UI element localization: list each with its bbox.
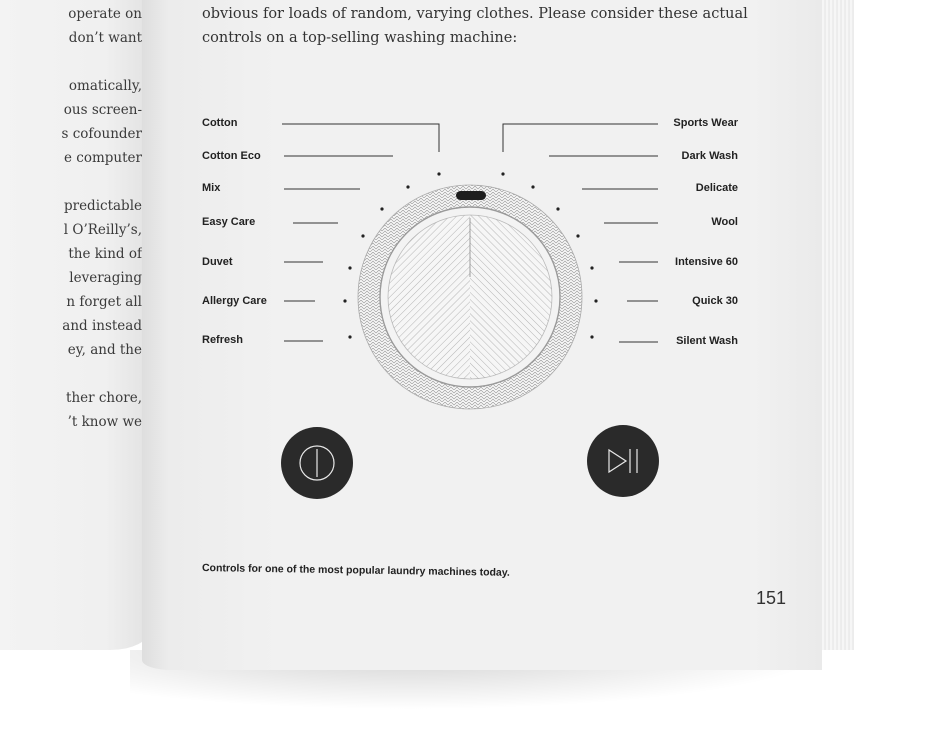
page-edges: [818, 0, 854, 650]
page-number: 151: [756, 588, 787, 608]
left-text-line: predictable: [63, 198, 142, 214]
figure-caption: Controls for one of the most popular laundry machines today.: [201, 562, 510, 579]
left-text-line: and instead: [62, 318, 142, 334]
program-label-refresh: Refresh: [202, 334, 243, 346]
left-text-line: l O’Reilly’s,: [63, 222, 142, 238]
left-text-line: leveraging: [69, 270, 142, 286]
left-page: [0, 0, 150, 650]
left-text-line: don’t want: [68, 30, 142, 46]
program-label-cotton-eco: Cotton Eco: [202, 150, 261, 162]
left-text-line: n forget all: [66, 294, 142, 310]
program-label-allergy-care: Allergy Care: [202, 295, 267, 307]
program-label-sports-wear: Sports Wear: [673, 117, 738, 129]
left-text-line: ous screen-: [63, 102, 142, 118]
left-text-line: ey, and the: [67, 342, 142, 358]
program-label-dark-wash: Dark Wash: [681, 150, 738, 162]
left-text-line: e computer: [64, 150, 142, 166]
program-label-easy-care: Easy Care: [202, 216, 256, 228]
program-label-silent-wash: Silent Wash: [676, 335, 738, 347]
program-label-delicate: Delicate: [695, 182, 738, 194]
program-label-duvet: Duvet: [202, 256, 233, 268]
dial-indicator: [456, 191, 486, 200]
start-pause-button[interactable]: [587, 425, 659, 497]
program-label-quick-30: Quick 30: [692, 295, 738, 307]
left-text-line: operate on: [68, 6, 142, 22]
program-label-mix: Mix: [202, 182, 221, 194]
left-text-line: ther chore,: [66, 390, 142, 406]
body-text-line: controls on a top-selling washing machine:: [202, 30, 518, 46]
program-label-intensive-60: Intensive 60: [675, 256, 738, 268]
program-label-cotton: Cotton: [202, 117, 238, 129]
left-text-line: s cofounder: [61, 126, 142, 142]
power-icon: [281, 427, 353, 499]
right-page: [142, 0, 822, 670]
body-text-line: obvious for loads of random, varying clothes. Please consider these actual: [202, 6, 748, 22]
play-pause-icon: [587, 425, 659, 497]
left-text-line: the kind of: [68, 246, 142, 262]
left-text-line: omatically,: [68, 78, 142, 94]
power-button[interactable]: [281, 427, 353, 499]
program-label-wool: Wool: [711, 216, 738, 228]
program-dial-knob[interactable]: [358, 185, 582, 409]
left-text-line: ’t know we: [67, 414, 142, 430]
